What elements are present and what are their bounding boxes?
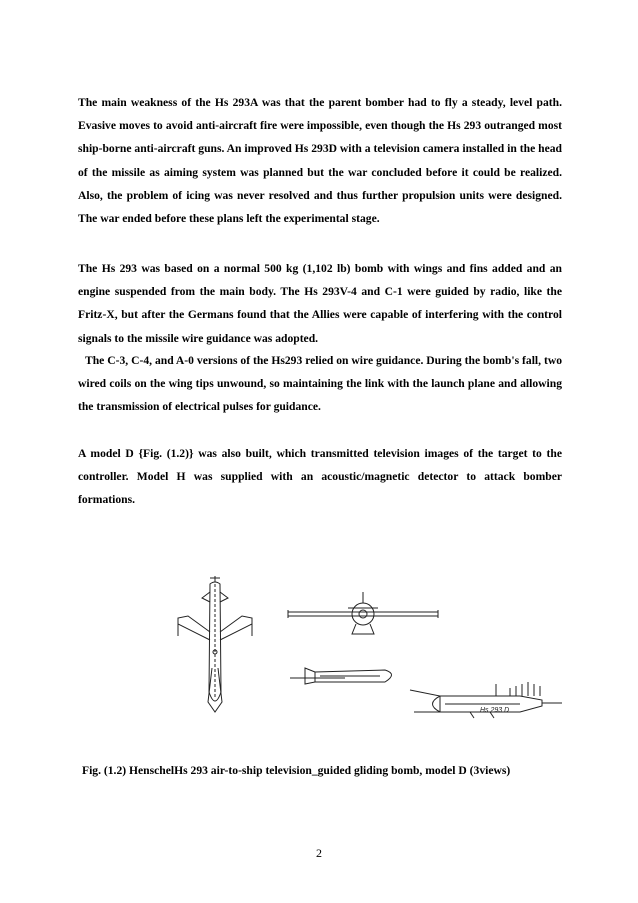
paragraph-model-d: A model D {Fig. (1.2)} was also built, which transmitted television images of the target to the controller. Model H was supplied with an acoustic/magnetic detector to attack bomber formations. [78, 447, 562, 507]
top-view [178, 576, 252, 712]
paragraph-design: The Hs 293 was based on a normal 500 kg (1,102 lb) bomb with wings and fins added and an engine suspended from the main body. The Hs 293V-4 and C-1 were guided by radio, like the Fritz-X, but after the Germans found that the Allies were capable of interfering with the control signals to the missile wire guidance was adopted. [78, 262, 562, 345]
paragraph-wire-guidance: The C-3, C-4, and A-0 versions of the Hs293 relied on wire guidance. During the bomb's fall, two wired coils on the wing tips unwound, so maintaining the link with the launch plane and allowing the transmission of electrical pulses for guidance. [78, 354, 562, 414]
figure-caption: Fig. (1.2) HenschelHs 293 air-to-ship television_guided gliding bomb, model D (3views) [82, 764, 511, 777]
front-view [288, 592, 438, 634]
hs293d-three-view-drawing [170, 572, 570, 722]
page-number: 2 [316, 846, 322, 860]
drawing-label: Hs 293 D [480, 707, 510, 714]
side-view [290, 668, 562, 718]
paragraph-weakness: The main weakness of the Hs 293A was that the parent bomber had to fly a steady, level path. Evasive moves to avoid anti-aircraft fire were impossible, even though the Hs 293 outranged most ship-borne anti-aircraft guns. An improved Hs 293D with a television camera installed in the head of the missile as aiming system was planned but the war concluded before it could be realized. Also, the problem of icing was never resolved and thus further propulsion units were designed. The war ended before these plans left the experimental stage. [78, 96, 562, 226]
